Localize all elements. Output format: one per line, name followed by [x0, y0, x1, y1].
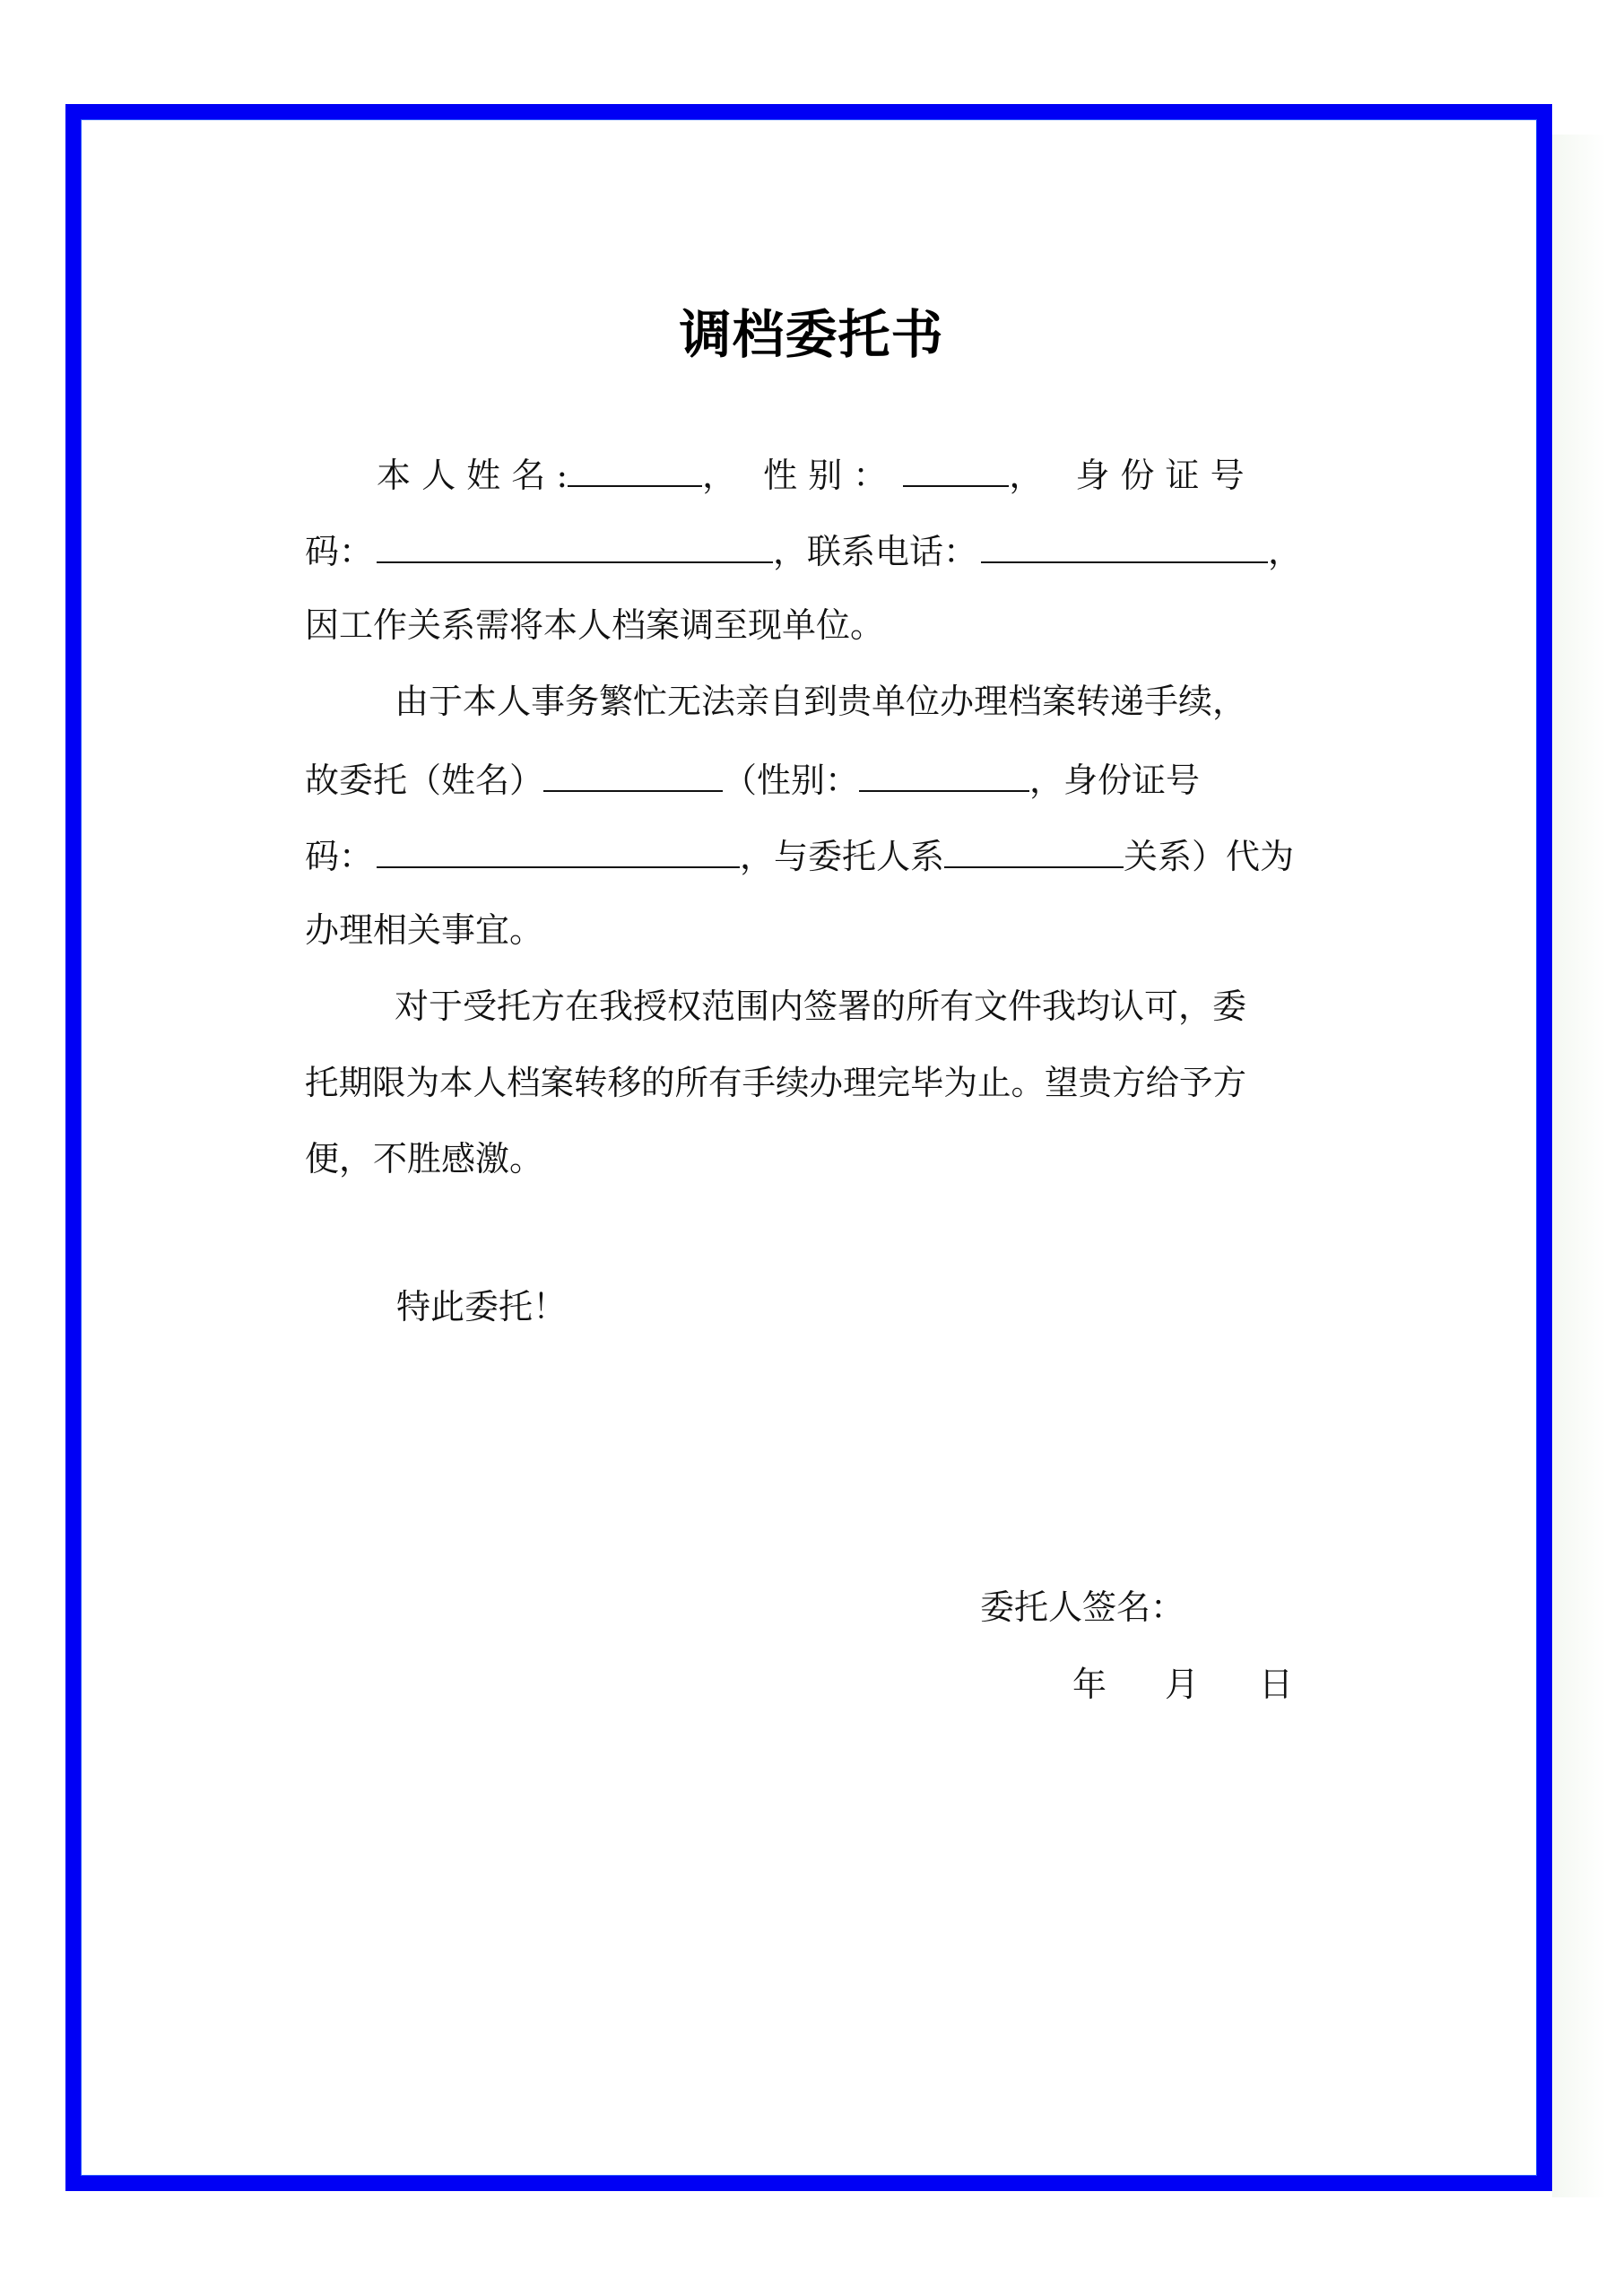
- month-label: 月: [1165, 1665, 1200, 1704]
- blank-agent-gender[interactable]: [859, 758, 1029, 792]
- p3-line2: 托期限为本人档案转移的所有手续办理完毕为止。望贵方给予方: [305, 1063, 1246, 1102]
- closing-text: 特此委托！: [396, 1287, 568, 1326]
- p2-line3: 码： ，与委托人系 关系）代为: [305, 834, 1314, 876]
- label-phone: 联系电话：: [807, 532, 978, 571]
- label-gender: 性 别 ：: [763, 456, 888, 495]
- p2-line2: 故委托（姓名） （性别： ，身份证号: [305, 758, 1314, 800]
- p2-line1: 由于本人事务繁忙无法亲自到贵单位办理档案转递手续，: [395, 682, 1247, 721]
- label-name: 本 人 姓 名 :: [377, 456, 568, 495]
- page-shadow: [1552, 135, 1606, 2197]
- p1-line1: 本 人 姓 名 : ， 性 别 ： ， 身 份 证 号: [377, 453, 1314, 495]
- year-label: 年: [1072, 1665, 1107, 1704]
- blank-relationship[interactable]: [944, 834, 1124, 868]
- p1-line3: 因工作关系需将本人档案调至现单位。: [305, 605, 885, 645]
- blank-name[interactable]: [568, 453, 702, 487]
- blank-agent-id[interactable]: [377, 834, 740, 868]
- day-label: 日: [1259, 1665, 1294, 1704]
- p3-line1: 对于受托方在我授权范围内签署的所有文件我均认可，委: [395, 987, 1247, 1026]
- p3-line3: 便，不胜感激。: [305, 1139, 544, 1178]
- blank-phone[interactable]: [981, 529, 1268, 563]
- signature-label: 委托人签名：: [980, 1587, 1185, 1627]
- blank-agent-name[interactable]: [543, 758, 723, 792]
- blank-gender[interactable]: [903, 453, 1009, 487]
- p1-line2: 码： ，联系电话： ，: [305, 529, 1314, 571]
- label-id: 身 份 证 号: [1075, 456, 1245, 495]
- blank-id-number[interactable]: [377, 529, 773, 563]
- document-title: 调档委托书: [679, 304, 944, 365]
- p2-line4: 办理相关事宜。: [305, 910, 544, 950]
